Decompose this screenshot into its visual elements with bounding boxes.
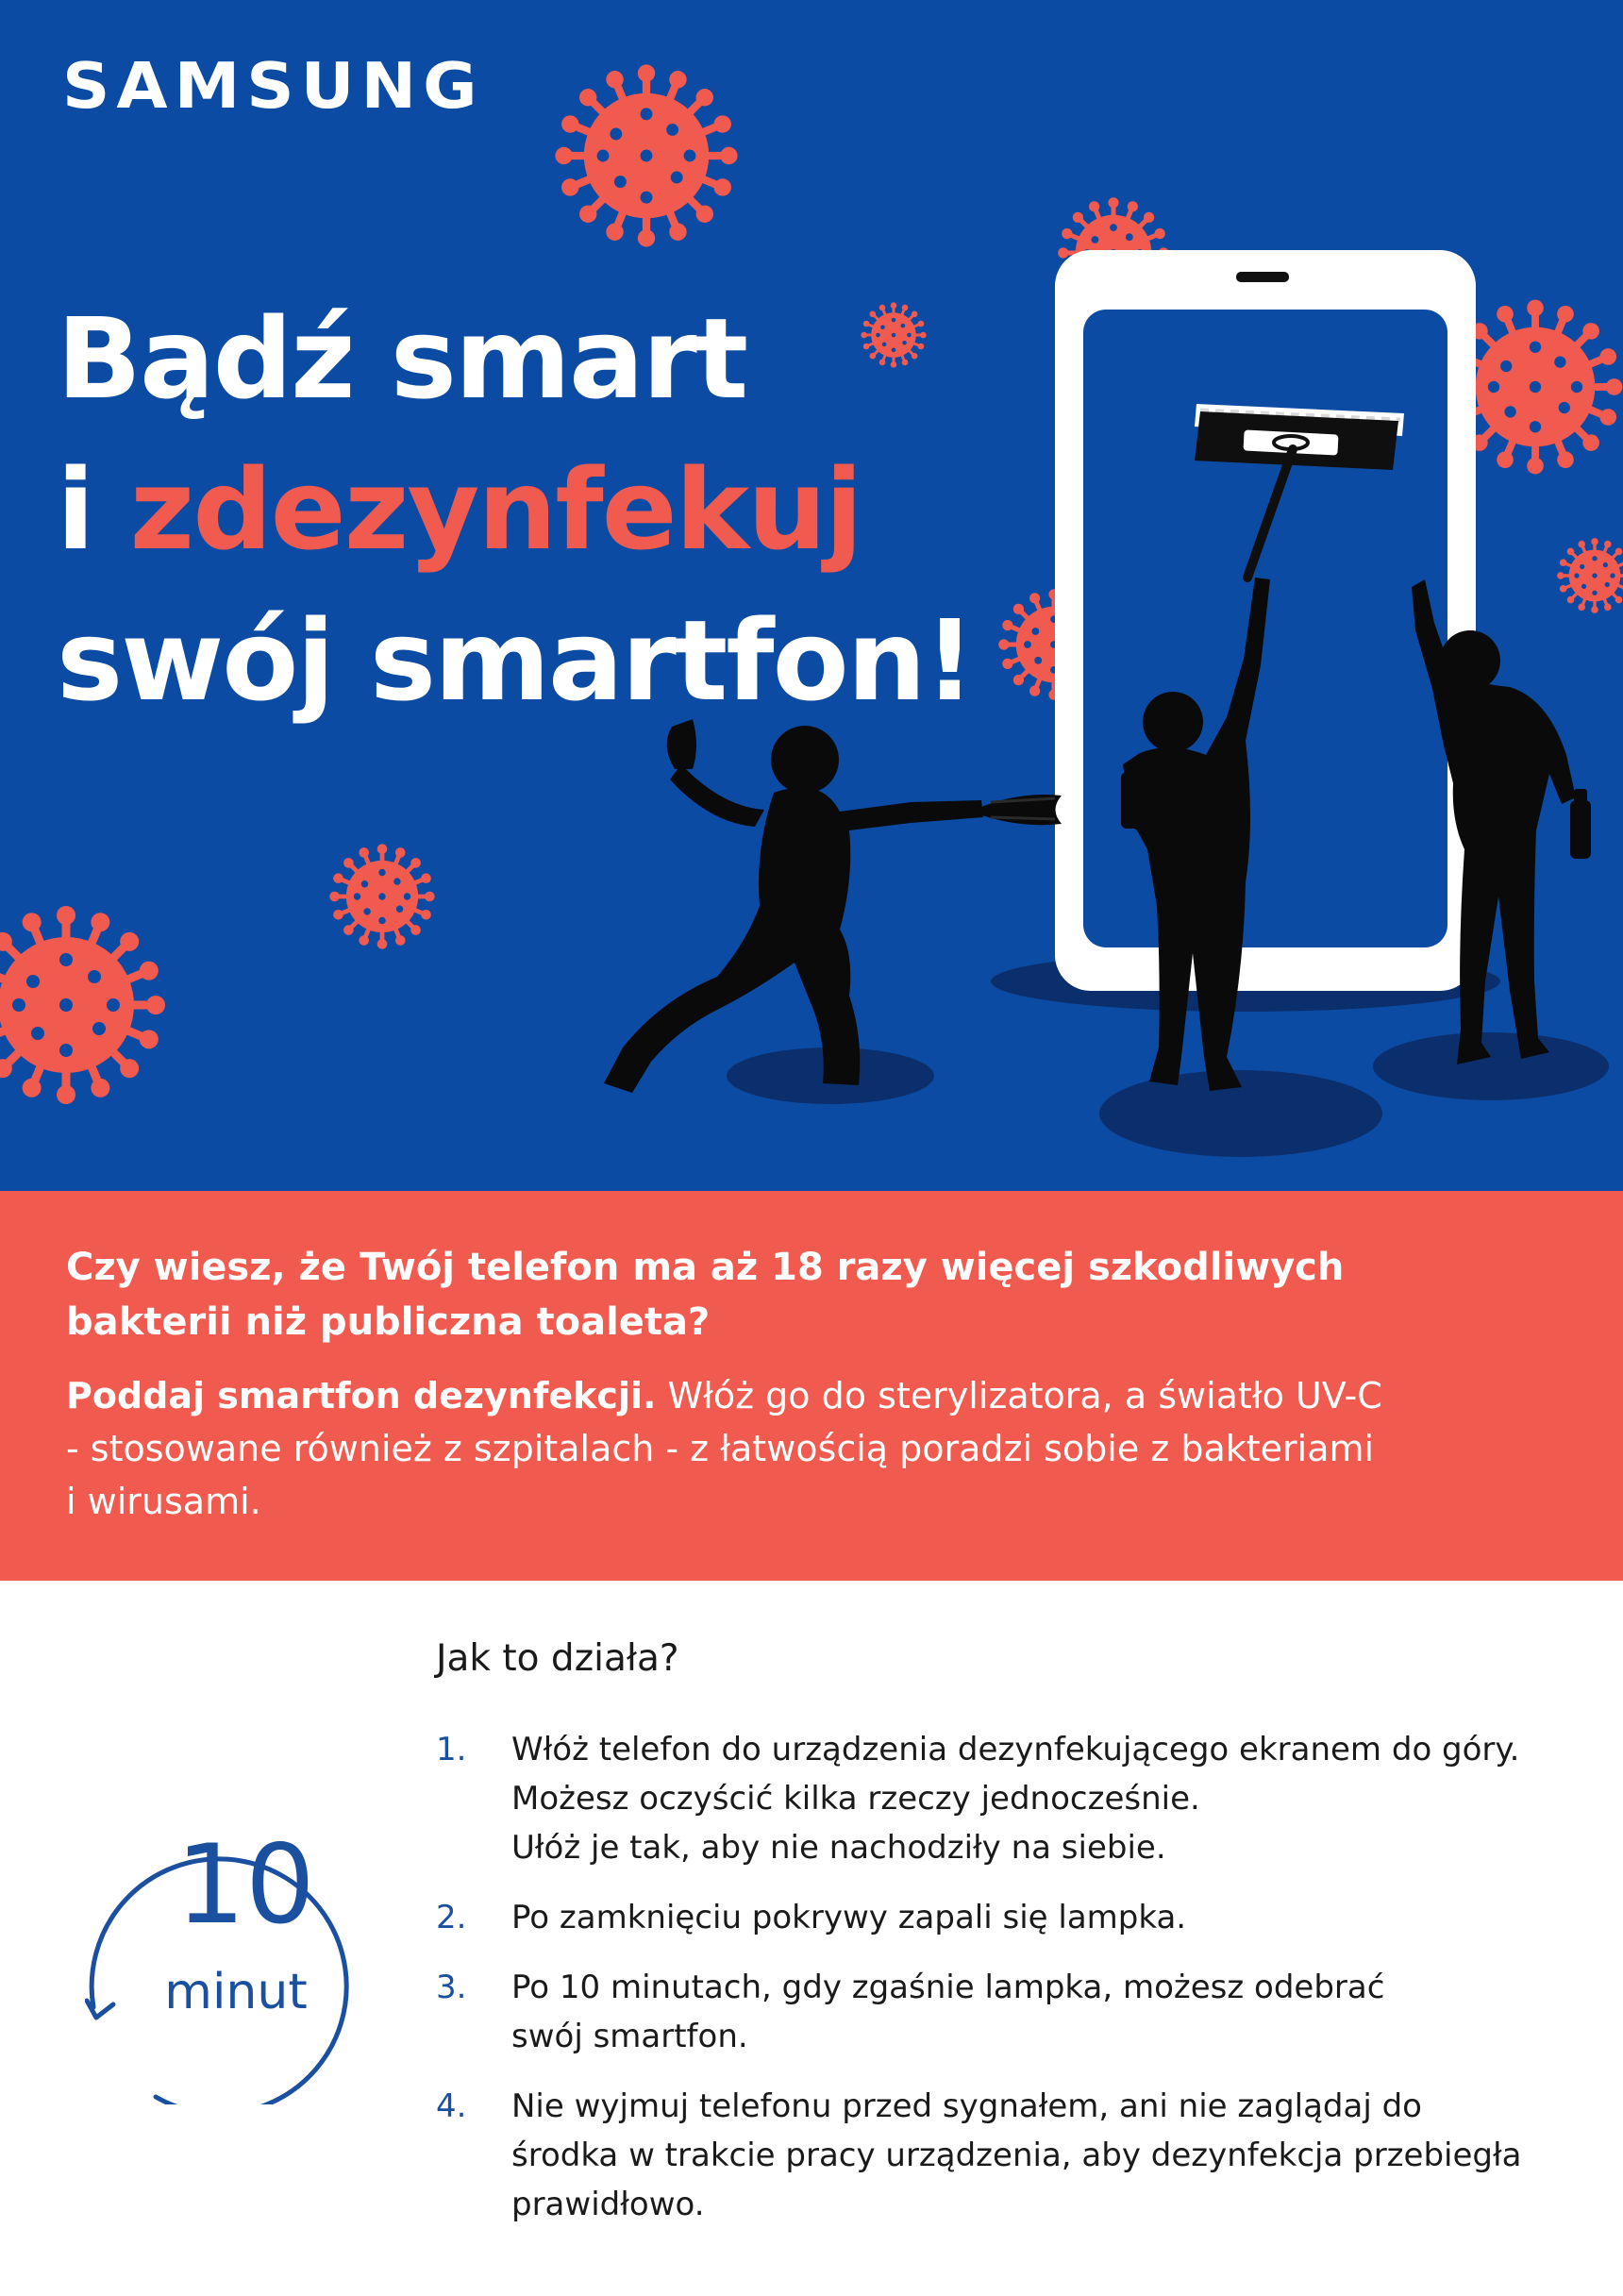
step-item [436,1725,1587,1872]
samsung-logo: SAMSUNG [62,49,484,124]
fact-body [66,1369,1387,1528]
timer-unit: minut [164,1964,308,2020]
step-number: 1. [436,1731,467,1768]
facts-panel [0,1191,1623,1581]
timer-value: 10 [176,1821,315,1949]
virus-icon [1557,538,1623,613]
person-silhouette-icon [604,719,983,1093]
fact-lead-text: Włóż go do sterylizatora, a światło UV-C - stosowane również z szpitalach - z łatwością poradzi sobie z bakteriami i wirusami. [66,1375,1382,1522]
step-item [436,2082,1587,2229]
headline-line-1: Bądź smart [57,293,747,424]
step-text: Po zamknięciu pokrywy zapali się lampka. [511,1899,1187,1936]
ground-shadow [1373,1032,1609,1100]
ground-shadow [1099,1070,1382,1157]
step-number: 4. [436,2087,467,2125]
fact-lead-bold: Poddaj smartfon dezynfekcji. [66,1375,657,1416]
step-number: 3. [436,1969,467,2006]
step-text: Po 10 minutach, gdy zgaśnie lampka, możesz odebrać swój smartfon. [511,1969,1385,2055]
howto-steps [436,1725,1587,2250]
headline-line-2-prefix: i [57,444,130,575]
duster-icon [977,795,1062,825]
virus-icon [555,64,737,246]
step-item [436,1893,1587,1942]
virus-icon [0,906,165,1104]
step-item [436,1963,1587,2061]
headline-line-3: swój smartfon! [57,595,974,726]
howto-title: Jak to działa? [436,1637,679,1680]
step-text: Nie wyjmuj telefonu przed sygnałem, ani nie zaglądaj do środka w trakcie pracy urządzenia, aby dezynfekcja przebiegła prawidłowo. [511,2087,1522,2223]
virus-icon [329,844,434,948]
fact-question: Czy wiesz, że Twój telefon ma aż 18 razy więcej szkodliwych bakterii niż publiczna toaleta? [66,1246,1345,1344]
headline-accent: zdezynfekuj [129,444,862,575]
step-number: 2. [436,1899,467,1936]
headline [57,283,974,736]
step-text: Włóż telefon do urządzenia dezynfekującego ekranem do góry. Możesz oczyścić kilka rzeczy jednocześnie. Ułóż je tak, aby nie nachodziły na siebie. [511,1731,1520,1867]
